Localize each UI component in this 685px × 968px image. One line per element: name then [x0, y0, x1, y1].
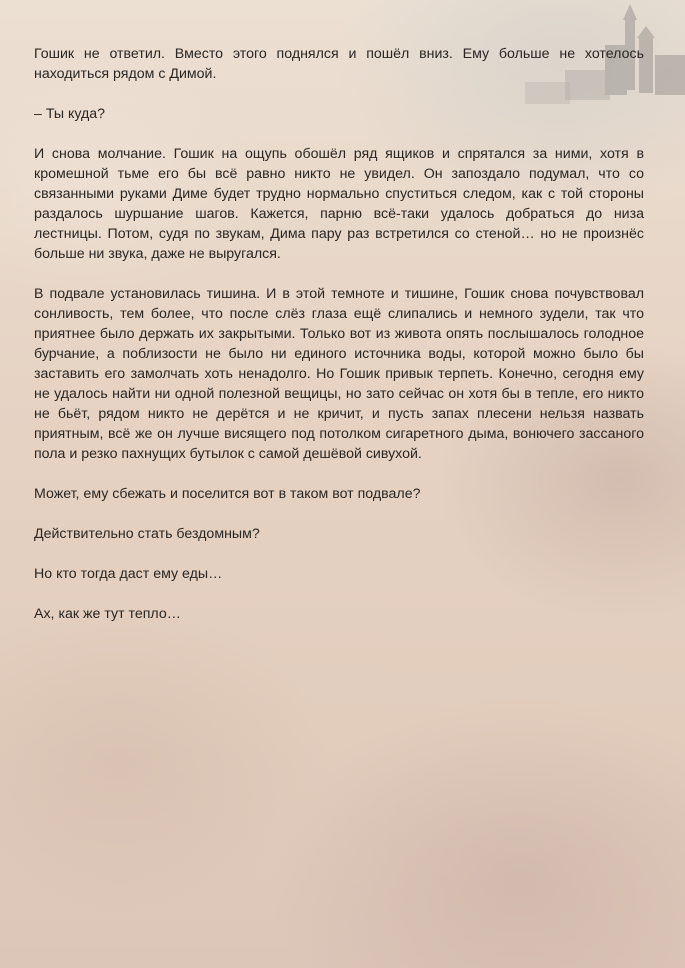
paragraph: Действительно стать бездомным? — [34, 526, 260, 542]
paragraph: – Ты куда? — [34, 106, 106, 122]
story-text — [34, 44, 644, 644]
paragraph: Гошик не ответил. Вместо этого поднялся и пошёл вниз. Ему больше не хотелось находиться рядом с Димой. — [34, 46, 644, 82]
paragraph: Ах, как же тут тепло… — [34, 606, 181, 622]
paragraph: Но кто тогда даст ему еды… — [34, 566, 223, 582]
paragraph: Может, ему сбежать и поселится вот в таком вот подвале? — [34, 486, 421, 502]
paragraph: В подвале установилась тишина. И в этой темноте и тишине, Гошик снова почувствовал сонливость, тем более, что после слёз глаза ещё слипались и немного зудели, так что приятнее было держать их закрытыми. Только вот из живота опять послышалось голодное бурчание, а поблизости не было ни единого источника воды, которой можно было бы заставить его замолчать хоть ненадолго. Но Гошик привык терпеть. Конечно, сегодня ему не удалось найти ни одной полезной вещицы, но зато сейчас он хотя бы в тепле, его никто не бьёт, рядом никто не дерётся и не кричит, и пусть запах плесени нельзя назвать приятным, всё же он лучше висящего под потолком сигаретного дыма, вонючего зассаного пола и резко пахнущих бутылок с самой дешёвой сивухой. — [34, 286, 644, 462]
paragraph: И снова молчание. Гошик на ощупь обошёл ряд ящиков и спрятался за ними, хотя в кромешной тьме его бы всё равно никто не увидел. Он запоздало подумал, что со связанными руками Диме будет трудно нормально спуститься следом, как с той стороны раздалось шуршание шагов. Кажется, парню всё-таки удалось добраться до низа лестницы. Потом, судя по звукам, Дима пару раз встретился со стеной… но не произнёс больше ни звука, даже не выругался. — [34, 146, 644, 262]
